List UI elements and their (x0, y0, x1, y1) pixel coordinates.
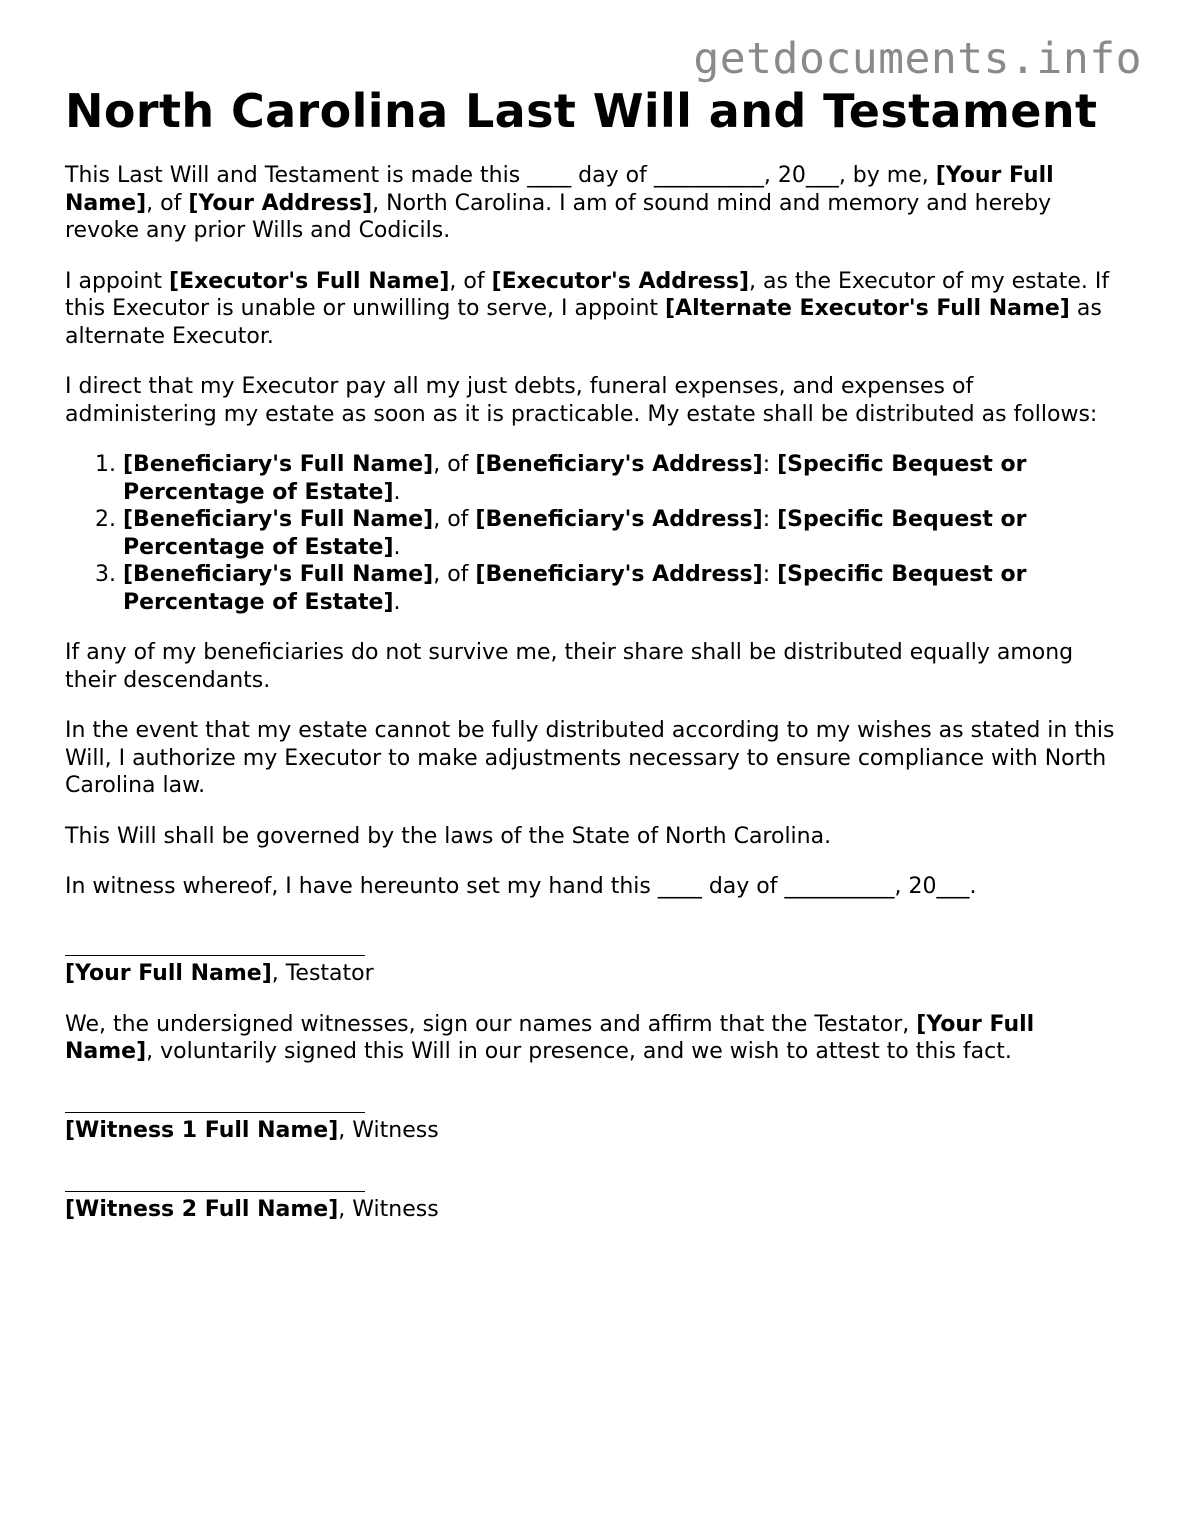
list-item: 2. [Beneficiary's Full Name], of [Beneficiary's Address]: [Specific Bequest or Percentage of Estate]. (123, 506, 1115, 561)
witness1-signature-block (65, 1090, 1115, 1145)
witness2-signature-block (65, 1169, 1115, 1224)
signature-line (65, 1169, 365, 1197)
watermark: getdocuments.info (693, 34, 1142, 84)
executor-paragraph: I appoint [Executor's Full Name], of [Executor's Address], as the Executor of my estate. If this Executor is unable or unwilling to serve, I appoint [Alternate Executor's Full Name] as alternate Executor. (65, 268, 1110, 349)
witness2-role: , Witness (338, 1197, 439, 1222)
witness2-name: [Witness 2 Full Name] (65, 1197, 339, 1222)
survive-paragraph: If any of my beneficiaries do not survive me, their share shall be distributed equally among their descendants. (65, 640, 1074, 693)
adjust-paragraph: In the event that my estate cannot be fully distributed according to my wishes as stated in this Will, I authorize my Executor to make adjustments necessary to ensure compliance with North Carolina law. (65, 718, 1115, 798)
signature-line (65, 933, 365, 961)
attestation-paragraph: We, the undersigned witnesses, sign our names and affirm that the Testator, [Your Full Name], voluntarily signed this Will in our presence, and we wish to attest to this fact. (65, 1011, 1035, 1064)
list-item: 3. [Beneficiary's Full Name], of [Beneficiary's Address]: [Specific Bequest or Percentage of Estate]. (123, 561, 1115, 616)
signature-line (65, 1090, 365, 1118)
list-item: 1. [Beneficiary's Full Name], of [Beneficiary's Address]: [Specific Bequest or Percentage of Estate]. (123, 451, 1115, 506)
testator-signature-block (65, 933, 1115, 988)
testator-name: [Your Full Name] (65, 961, 272, 986)
witness1-role: , Witness (338, 1118, 439, 1143)
debts-paragraph: I direct that my Executor pay all my just debts, funeral expenses, and expenses of administering my estate as soon as it is practicable. My estate shall be distributed as follows: (65, 374, 1098, 427)
beneficiary-list (65, 451, 1115, 616)
testator-role: , Testator (271, 961, 374, 986)
intro-paragraph: This Last Will and Testament is made this ____ day of __________, 20___, by me, [Your Full Name], of [Your Address], North Carolina. I am of sound mind and memory and hereby revoke any prior Wills and Codicils. (65, 163, 1054, 243)
document-title: North Carolina Last Will and Testament (65, 84, 1098, 138)
witness1-name: [Witness 1 Full Name] (65, 1118, 339, 1143)
governing-law-paragraph: This Will shall be governed by the laws of the State of North Carolina. (65, 823, 832, 849)
document (65, 84, 1115, 1247)
witness-clause-paragraph: In witness whereof, I have hereunto set my hand this ____ day of __________, 20___. (65, 874, 977, 899)
